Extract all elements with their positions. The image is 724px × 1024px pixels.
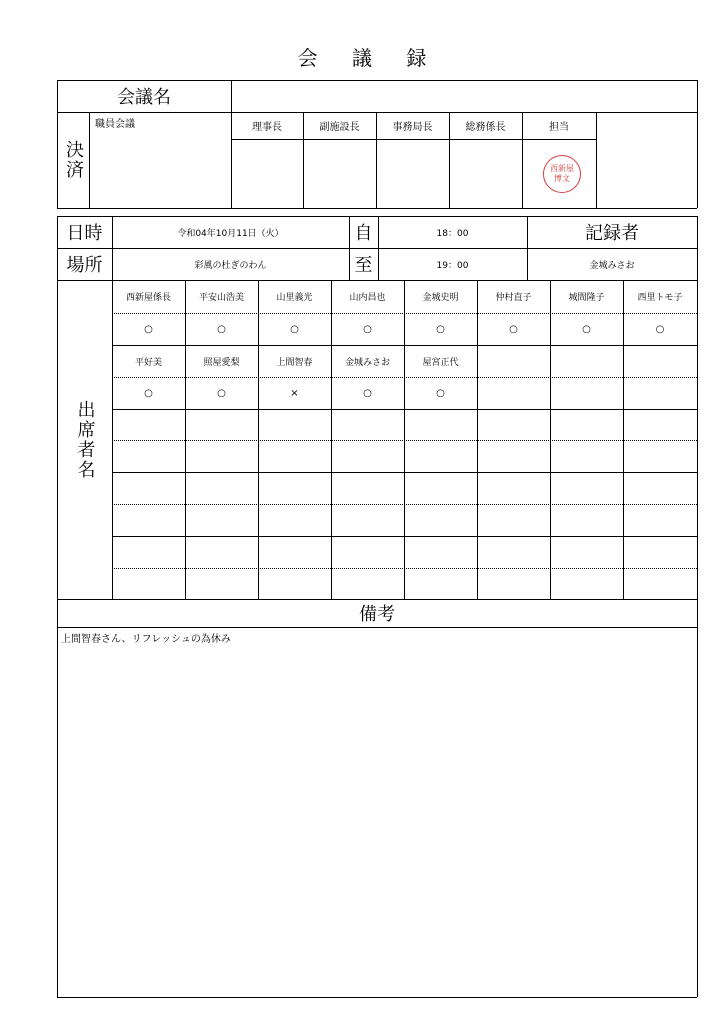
attendee-name: 上間智春 — [276, 357, 313, 368]
attendance-mark: ○ — [655, 323, 665, 335]
attendee-name: 仲村直子 — [495, 293, 532, 303]
document-title: 会 議 録 — [297, 46, 441, 70]
attendance-mark: ○ — [436, 387, 445, 399]
attendee-name: 平好美 — [134, 357, 162, 368]
attendance-mark: ○ — [144, 323, 153, 335]
approval-label: 決済 — [63, 140, 84, 180]
place-value: 彩風の杜ぎのわん — [194, 260, 267, 271]
role-chairman: 理事長 — [252, 122, 282, 133]
attendees-label: 出席者名 — [74, 399, 96, 480]
attendance-mark: ○ — [363, 323, 372, 335]
attendance-mark: ○ — [144, 387, 153, 399]
attendance-mark: ○ — [290, 323, 299, 335]
role-deputy-director: 副施設長 — [319, 122, 360, 133]
from-label: 自 — [354, 223, 373, 244]
remarks-label: 備考 — [359, 604, 395, 625]
recorder-value: 金城みさお — [589, 260, 635, 271]
from-time: 18：00 — [436, 228, 469, 239]
role-general-affairs-chief: 総務係長 — [465, 122, 506, 133]
recorder-label: 記録者 — [585, 223, 639, 244]
role-secretary-general: 事務局長 — [392, 122, 433, 133]
attendee-name: 金城史明 — [422, 293, 459, 303]
attendee-name: 屋宮正代 — [422, 357, 459, 368]
place-label: 場所 — [66, 255, 103, 276]
to-label: 至 — [354, 255, 373, 276]
attendee-name: 城間隆子 — [568, 293, 605, 303]
attendance-mark: ○ — [582, 323, 591, 335]
attendance-mark: ○ — [217, 323, 226, 335]
attendee-name: 山里義光 — [276, 293, 313, 303]
to-time: 19：00 — [436, 260, 469, 271]
attendee-name: 山内昌也 — [349, 293, 386, 303]
meeting-type: 職員会議 — [95, 119, 135, 130]
date-value: 令和04年10月11日（火） — [177, 228, 284, 239]
attendee-name: 西新屋係長 — [125, 293, 171, 303]
attendance-mark: ○ — [217, 387, 226, 399]
attendee-name: 平安山浩美 — [198, 293, 244, 303]
date-label: 日時 — [66, 223, 103, 244]
attendee-name: 照屋愛梨 — [203, 357, 240, 368]
attendance-mark: ○ — [509, 323, 518, 335]
approval-seal-stamp: 西新屋 博文 — [543, 155, 581, 193]
attendance-mark: ○ — [363, 387, 372, 399]
remarks-text: 上間智春さん、リフレッシュの為休み — [61, 634, 231, 645]
attendance-mark: × — [290, 387, 299, 399]
attendee-name: 西里トモ子 — [637, 293, 683, 303]
meeting-name-label: 会議名 — [117, 87, 171, 108]
attendee-name: 金城みさお — [344, 357, 390, 368]
meeting-name-value — [231, 80, 697, 112]
role-in-charge: 担当 — [549, 122, 569, 133]
attendance-mark: ○ — [436, 323, 445, 335]
